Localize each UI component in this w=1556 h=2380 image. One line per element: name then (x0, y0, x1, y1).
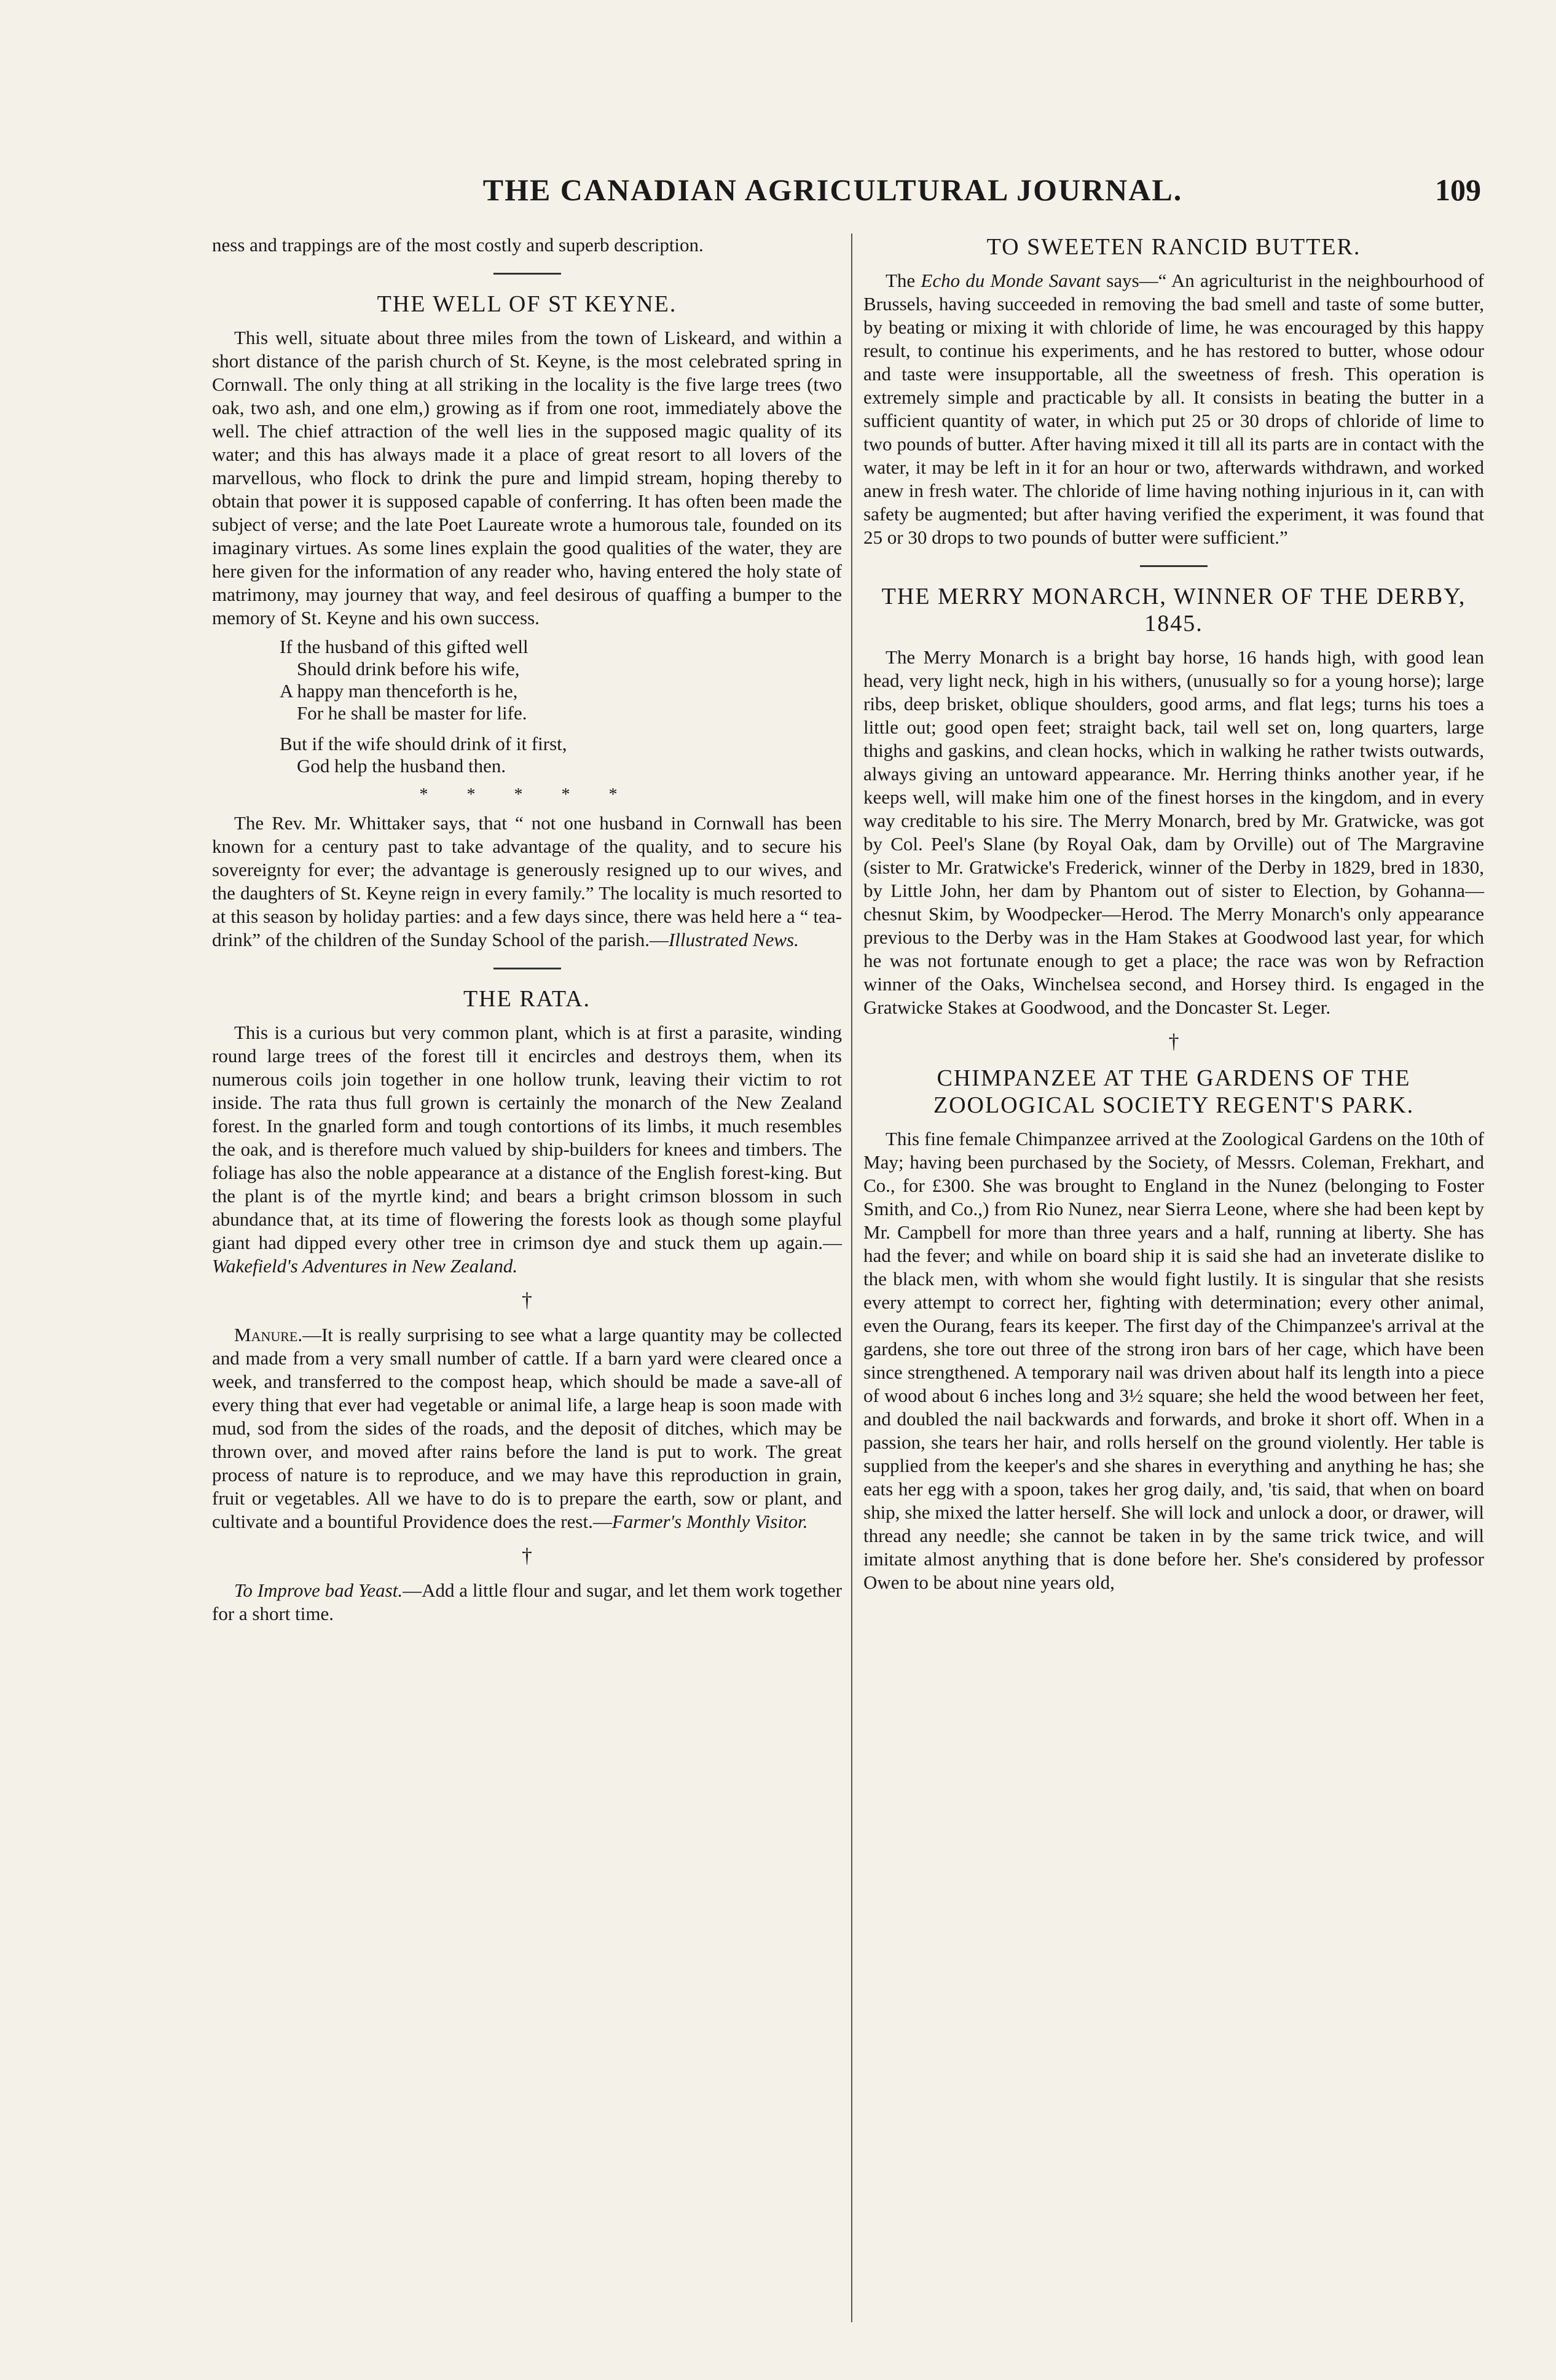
section-rule (493, 273, 561, 275)
verse-line: Should drink before his wife, (297, 658, 520, 679)
continued-text: ness and trappings are of the most costly and superb description. (212, 234, 704, 256)
source-citation: Wakefield's Adventures in New Zealand. (212, 1255, 518, 1277)
verse-line: If the husband of this gifted well (280, 636, 528, 657)
page-number: 109 (1435, 173, 1481, 207)
well-paragraph-2: The Rev. Mr. Whittaker says, that “ not one husband in Cornwall has been known for a century past to take advantage of the quality, and to secure his sovereignty for ever; the advantage is generously resigned up to our wives, and the daughters of St. Keyne reign in every family.” The locality is much resorted to at this season by holiday parties: and a few days since, there was held here a “ tea-drink” of the children of the Sunday School of the parish.—Illustrated News. (212, 812, 842, 950)
article-heading-butter: TO SWEETEN RANCID BUTTER. (986, 234, 1361, 260)
dagger-separator: † (522, 1289, 532, 1312)
verse-line: But if the wife should drink of it first, (280, 733, 567, 754)
journal-title: THE CANADIAN AGRICULTURAL JOURNAL. (482, 173, 1183, 207)
column-divider (851, 233, 852, 2322)
article-heading-rata: THE RATA. (463, 986, 591, 1012)
well-p2-text: The Rev. Mr. Whittaker says, that “ not one husband in Cornwall has been known for a century past to take advantage of the quality, and to secure his sovereignty for ever; the advantage is generously resigned up to our wives, and the daughters of St. Keyne reign in every family.” The locality is much resorted to at this season by holiday parties: and a few days since, there was held here a “ tea-drink” of the children of the Sunday School of the parish. (212, 812, 842, 950)
verse-line: A happy man thenceforth is he, (280, 680, 518, 702)
right-column (863, 233, 1484, 1597)
section-rule (1140, 565, 1208, 567)
verse-line: God help the husband then. (297, 755, 506, 777)
article-heading-chimp: CHIMPANZEE AT THE GARDENS OF THE ZOOLOGICAL SOCIETY REGENT'S PARK. (933, 1065, 1415, 1118)
yeast-text: Add a little flour and sugar, and let them work together for a short time. (212, 1579, 842, 1624)
manure-paragraph: Manure.—It is really surprising to see what a large quantity may be collected and made from a very small number of cattle. If a barn yard were cleared once a week, and transferred to the compost heap, which should be made a save-all of every thing that ever had vegetable or animal life, a large heap is soon made with mud, sod from the sides of the roads, and the deposit of ditches, which may be thrown over, and moved after rains before the land is put to work. The great process of nature is to reproduce, and we may have this reproduction in grain, fruit or vegetables. All we have to do is to prepare the earth, sow or plant, and cultivate and a bountiful Providence does the rest.—Farmer's Monthly Visitor. (212, 1324, 842, 1532)
section-rule (493, 968, 561, 969)
yeast-paragraph: To Improve bad Yeast.—Add a little flour and sugar, and let them work together for a short time. (212, 1579, 842, 1624)
article-heading-well: THE WELL OF ST KEYNE. (377, 291, 677, 317)
monarch-paragraph: The Merry Monarch is a bright bay horse, 16 hands high, with good lean head, very light neck, high in his withers, (unusually so for a young horse); large ribs, deep brisket, oblique shoulders, good arms, and flat legs; turns his toes a little out; good open feet; straight back, tail well set on, long quarters, large thighs and gaskins, and clean hocks, which in walking he rather twists outwards, always giving an untoward appearance. Mr. Herring thinks another year, if he keeps well, will make him one of the finest horses in the kingdom, and in every way creditable to his sire. The Merry Monarch, bred by Mr. Gratwicke, was got by Col. Peel's Slane (by Royal Oak, dam by Orville) out of The Margravine (sister to Mr. Gratwicke's Frederick, winner of the Derby in 1829, bred in 1830, by Little John, her dam by Phantom out of sister to Election, by Gohanna—chesnut Skim, by Woodpecker—Herod. The Merry Monarch's only appearance previous to the Derby was in the Ham Stakes at Goodwood last year, for which he was not fortunate enough to get a place; the race was won by Refraction winner of the Oaks, Winchelsea second, and Horsey third. Is engaged in the Gratwicke Stakes at Goodwood, and the Doncaster St. Leger. (863, 646, 1484, 1018)
yeast-lead: To Improve bad Yeast. (234, 1579, 403, 1601)
page-header (184, 172, 1481, 221)
verse-line: For he shall be master for life. (297, 702, 527, 724)
butter-text: says—“ An agriculturist in the neighbourhood of Brussels, having succeeded in removing the bad smell and taste of some butter, by beating or mixing it with chloride of lime, he was encouraged by this happy result, to continue his experiments, and he has restored to butter, whose odour and taste were insupportable, all the sweetness of fresh. This operation is extremely simple and practicable by all. It consists in beating the butter in a sufficient quantity of water, in which put 25 or 30 drops of chloride of lime to two pounds of butter. After having mixed it till all its parts are in contact with the water, it may be left in it for an hour or two, afterwards withdrawn, and worked anew in fresh water. The chloride of lime having nothing injurious in it, can with safety be augmented; but after having verified the experiment, it was found that 25 or 30 drops to two pounds of butter were sufficient.” (863, 270, 1485, 548)
article-heading-monarch: THE MERRY MONARCH, WINNER OF THE DERBY, 1845. (881, 584, 1466, 636)
asterism: * * * * * (419, 785, 635, 804)
verse (280, 636, 842, 777)
dagger-separator: † (522, 1544, 532, 1567)
source-title: Echo du Monde Savant (921, 270, 1101, 291)
source-citation: Illustrated News. (668, 929, 799, 950)
rata-paragraph: This is a curious but very common plant, which is at first a parasite, winding round large trees of the forest till it encircles and destroys them, when its numerous coils join together in one hollow trunk, leaving their victim to rot inside. The rata thus full grown is certainly the monarch of the New Zealand forest. In the gnarled form and tough contortions of its limbs, it much resembles the oak, and is therefore much valued by ship-builders for knees and timbers. The foliage has also the noble appearance at a distance of the English forest-king. But the plant is of the myrtle kind; and bears a bright crimson blossom in such abundance that, at its time of flowering the forests look as though some playful giant had dipped every other tree in crimson dye and stuck them up again.—Wakefield's Adventures in New Zealand. (212, 1022, 842, 1277)
dagger-separator: † (1168, 1030, 1179, 1053)
rata-text: This is a curious but very common plant, which is at first a parasite, winding round large trees of the forest till it encircles and destroys them, when its numerous coils join together in one hollow trunk, leaving their victim to rot inside. The rata thus full grown is certainly the monarch of the New Zealand forest. In the gnarled form and tough contortions of its limbs, it much resembles the oak, and is therefore much valued by ship-builders for knees and timbers. The foliage has also the noble appearance at a distance of the English forest-king. But the plant is of the myrtle kind; and bears a bright crimson blossom in such abundance that, at its time of flowering the forests look as though some playful giant had dipped every other tree in crimson dye and stuck them up again. (212, 1022, 842, 1253)
source-citation: Farmer's Monthly Visitor. (611, 1511, 808, 1532)
left-column (212, 233, 842, 1628)
chimp-paragraph: This fine female Chimpanzee arrived at the Zoological Gardens on the 10th of May; having been purchased by the Society, of Messrs. Coleman, Frekhart, and Co., for £300. She was brought to England in the Nunez (belonging to Foster Smith, and Co.,) from Rio Nunez, near Sierra Leone, where she had been kept by Mr. Campbell for more than three years and a half, running at liberty. She has had the fever; and while on board ship it is said she had an inveterate dislike to the black men, with whom she would fight lustily. It is singular that she resists every attempt to correct her, fighting with determination; every other animal, even the Ourang, fears its keeper. The first day of the Chimpanzee's arrival at the gardens, she tore out three of the strong iron bars of her cage, which have been since strengthened. A temporary nail was driven about half its length into a piece of wood about 6 inches long and 3½ square; she held the wood between her feet, and doubled the nail backwards and forwards, and broke it short off. When in a passion, she tears her hair, and rolls herself on the ground violently. Her table is supplied from the keeper's and she shares in everything and anything he has; she eats her egg with a spoon, takes her grog daily, and, 'tis said, that when on board ship, she mixed the latter herself. She will lock and unlock a door, or drawer, will thread any needle; she cannot be taken in by the same trick twice, and will imitate almost anything that is done before her. She's considered by professor Owen to be about nine years old, (863, 1128, 1484, 1593)
manure-lead: Manure. (234, 1324, 303, 1345)
well-paragraph: This well, situate about three miles from the town of Liskeard, and within a short distance of the parish church of St. Keyne, is the most celebrated spring in Cornwall. The only thing at all striking in the locality is the five large trees (two oak, two ash, and one elm,) growing as if from one root, immediately above the well. The chief attraction of the well lies in the supposed magic quality of its water; and this has always made it a place of great resort to all lovers of the marvellous, who flock to drink the pure and limpid stream, hoping thereby to obtain that power it is supposed capable of conferring. It has often been made the subject of verse; and the late Poet Laureate wrote a humorous tale, founded on its imaginary virtues. As some lines explain the good qualities of the water, they are here given for the information of any reader who, having entered the holy state of matrimony, may journey that way, and feel desirous of quaffing a bumper to the memory of St. Keyne and his own success. (212, 327, 842, 628)
manure-text: It is really surprising to see what a large quantity may be collected and made from a very small number of cattle. If a barn yard were cleared once a week, and transferred to the compost heap, which should be made a save-all of every thing that ever had vegetable or animal life, a large heap is soon made with mud, sod from the sides of the roads, and the deposit of ditches, which may be thrown over, and moved after rains before the land is put to work. The great process of nature is to reproduce, and we may have this reproduction in grain, fruit or vegetables. All we have to do is to prepare the earth, sow or plant, and cultivate and a bountiful Providence does the rest. (212, 1324, 842, 1532)
butter-paragraph: The Echo du Monde Savant says—“ An agriculturist in the neighbourhood of Brussels, having succeeded in removing the bad smell and taste of some butter, by beating or mixing it with chloride of lime, he was encouraged by this happy result, to continue his experiments, and he has restored to butter, whose odour and taste were insupportable, all the sweetness of fresh. This operation is extremely simple and practicable by all. It consists in beating the butter in a sufficient quantity of water, in which put 25 or 30 drops of chloride of lime to two pounds of butter. After having mixed it till all its parts are in contact with the water, it may be left in it for an hour or two, afterwards withdrawn, and worked anew in fresh water. The chloride of lime having nothing injurious in it, can with safety be augmented; but after having verified the experiment, it was found that 25 or 30 drops to two pounds of butter were sufficient.” (863, 270, 1485, 548)
